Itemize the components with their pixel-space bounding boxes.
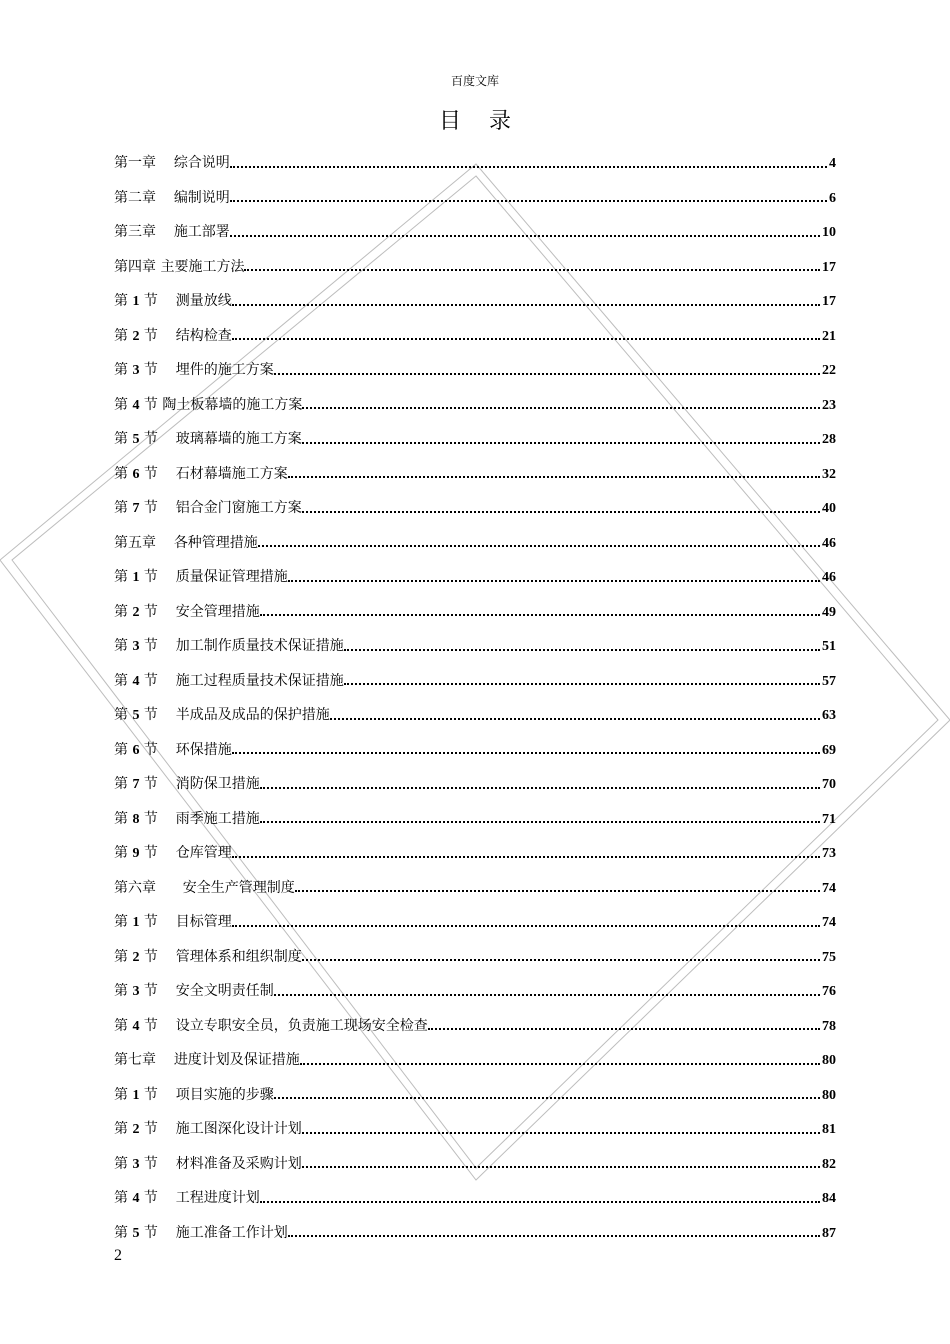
toc-entry-page: 74 [822, 880, 836, 896]
toc-entry-page: 21 [822, 328, 836, 344]
dot-leader [260, 820, 820, 823]
toc-entry-page: 70 [822, 777, 836, 792]
toc-entry[interactable] [114, 560, 836, 595]
dot-leader [230, 199, 827, 202]
toc-entry[interactable] [114, 698, 836, 733]
toc-entry-title: 雨季施工措施 [175, 810, 260, 827]
toc-entry-title: 消防保卫措施 [175, 776, 260, 792]
dot-leader [302, 510, 820, 513]
dot-leader [288, 579, 820, 582]
dot-leader [330, 717, 820, 720]
toc-entry-title: 环保措施 [175, 741, 232, 758]
toc-entry-number: 第 4 节 [114, 1190, 158, 1206]
toc-entry-number: 第 3 节 [114, 1155, 158, 1172]
dot-leader [302, 1165, 820, 1168]
toc-entry-page: 46 [822, 570, 836, 585]
toc-entry-page: 49 [822, 604, 836, 620]
toc-entry-title: 施工图深化设计计划 [175, 1121, 302, 1137]
toc-entry-title: 玻璃幕墙的施工方案 [175, 431, 302, 447]
toc-entry-number: 第 2 节 [114, 603, 158, 620]
toc-entry-number: 第 6 节 [114, 465, 158, 482]
toc-entry-number: 第 5 节 [114, 431, 158, 447]
toc-entry-page: 73 [822, 846, 836, 861]
toc-entry-title: 陶土板幕墙的施工方案 [162, 396, 303, 413]
toc-entry-title: 加工制作质量技术保证措施 [175, 638, 344, 654]
dot-leader [302, 1131, 820, 1134]
toc-entry[interactable] [114, 1078, 836, 1113]
dot-leader [260, 786, 820, 789]
toc-entry-page: 57 [822, 673, 836, 689]
toc-entry[interactable] [114, 146, 836, 181]
dot-leader [344, 648, 820, 651]
toc-entry[interactable] [114, 1216, 836, 1251]
toc-entry-page: 82 [822, 1156, 836, 1172]
dot-leader [274, 993, 820, 996]
toc-entry-number: 第 8 节 [114, 810, 158, 827]
toc-entry[interactable] [114, 1043, 836, 1078]
toc-entry[interactable] [114, 422, 836, 457]
toc-entry-title: 石材幕墙施工方案 [175, 465, 288, 482]
toc-entry-page: 78 [822, 1018, 836, 1034]
toc-entry[interactable] [114, 974, 836, 1009]
toc-entry-number: 第 7 节 [114, 500, 158, 516]
toc-entry[interactable] [114, 836, 836, 871]
toc-entry[interactable] [114, 181, 836, 216]
toc-entry-page: 84 [822, 1191, 836, 1206]
toc-entry-title: 施工部署 [173, 224, 230, 240]
toc-entry-page: 69 [822, 742, 836, 758]
toc-entry-number: 第 3 节 [114, 983, 158, 999]
toc-entry-number: 第五章 [114, 534, 156, 551]
toc-entry[interactable] [114, 491, 836, 526]
dot-leader [244, 268, 820, 271]
toc-entry[interactable] [114, 284, 836, 319]
toc-entry-page: 28 [822, 432, 836, 447]
toc-entry-page: 17 [822, 294, 836, 309]
toc-entry-page: 80 [822, 1053, 836, 1068]
toc-entry[interactable] [114, 802, 836, 837]
toc-entry-number: 第 5 节 [114, 707, 158, 723]
dot-leader [232, 924, 820, 927]
toc-entry-number: 第 3 节 [114, 362, 158, 378]
toc-entry-page: 63 [822, 708, 836, 723]
toc-entry-number: 第 3 节 [114, 638, 158, 654]
dot-leader [232, 855, 820, 858]
toc-entry-title: 半成品及成品的保护措施 [175, 707, 330, 723]
toc-entry[interactable] [114, 526, 836, 561]
toc-entry-number: 第 2 节 [114, 327, 158, 344]
toc-entry[interactable] [114, 250, 836, 285]
toc-entry[interactable] [114, 1112, 836, 1147]
toc-entry-title: 主要施工方法 [160, 258, 245, 275]
toc-entry[interactable] [114, 664, 836, 699]
toc-entry-number: 第 1 节 [114, 293, 158, 309]
toc-entry-number: 第二章 [114, 189, 156, 206]
toc-entry[interactable] [114, 767, 836, 802]
dot-leader [232, 751, 820, 754]
dot-leader [302, 441, 820, 444]
toc-entry[interactable] [114, 733, 836, 768]
toc-entry-title: 仓库管理 [175, 845, 232, 861]
dot-leader [288, 1234, 820, 1237]
toc-entry-page: 74 [822, 915, 836, 930]
toc-entry-page: 4 [829, 156, 836, 171]
toc-entry[interactable] [114, 629, 836, 664]
toc-entry-number: 第 2 节 [114, 948, 158, 965]
toc-entry-page: 40 [822, 501, 836, 516]
page-number: 2 [114, 1247, 122, 1264]
dot-leader [260, 1200, 820, 1203]
toc-entry[interactable] [114, 871, 836, 906]
toc-entry-page: 32 [822, 466, 836, 482]
toc-entry-number: 第 9 节 [114, 845, 158, 861]
toc-entry-number: 第一章 [114, 155, 156, 171]
dot-leader [288, 475, 820, 478]
dot-leader [300, 1062, 820, 1065]
toc-entry-page: 81 [822, 1122, 836, 1137]
dot-leader [230, 234, 820, 237]
toc-entry-number: 第 1 节 [114, 1086, 158, 1103]
toc-entry-number: 第 5 节 [114, 1224, 158, 1241]
toc-entry-title: 质量保证管理措施 [175, 569, 288, 585]
toc-entry-number: 第 1 节 [114, 569, 158, 585]
toc-entry-number: 第 6 节 [114, 741, 158, 758]
toc-entry-title: 材料准备及采购计划 [175, 1155, 302, 1172]
dot-leader [274, 372, 820, 375]
toc-entry[interactable] [114, 215, 836, 250]
toc-entry[interactable] [114, 388, 836, 423]
toc-entry-page: 17 [822, 259, 836, 275]
toc-entry-number: 第 4 节 [114, 672, 158, 689]
toc-entry-title: 项目实施的步骤 [175, 1086, 274, 1103]
toc-entry-page: 76 [822, 984, 836, 999]
toc-entry-title: 安全文明责任制 [175, 983, 274, 999]
toc-entry-title: 综合说明 [173, 155, 230, 171]
toc-entry-title: 工程进度计划 [175, 1190, 260, 1206]
toc-entry[interactable] [114, 353, 836, 388]
toc-entry-title: 铝合金门窗施工方案 [175, 500, 302, 516]
page-header: 百度文库 [450, 74, 499, 88]
dot-leader [230, 165, 827, 168]
toc-entry[interactable] [114, 1181, 836, 1216]
toc-entry-title: 目标管理 [175, 914, 232, 930]
toc-title: 目录 [438, 109, 539, 134]
toc-entry-title: 管理体系和组织制度 [175, 948, 302, 965]
dot-leader [428, 1027, 820, 1030]
toc-entry-title: 埋件的施工方案 [175, 362, 274, 378]
toc-entry-title: 安全生产管理制度 [182, 879, 295, 896]
toc-entry-title: 编制说明 [173, 189, 230, 206]
dot-leader [232, 337, 820, 340]
toc-entry-title: 设立专职安全员，负责施工现场安全检查 [175, 1017, 428, 1034]
toc-entry[interactable] [114, 595, 836, 630]
toc-entry-page: 22 [822, 363, 836, 378]
dot-leader [295, 889, 820, 892]
toc-entry-number: 第 7 节 [114, 776, 158, 792]
toc-entry-title: 结构检查 [175, 327, 232, 344]
toc-entry[interactable] [114, 319, 836, 354]
toc-entry-number: 第 4 节 [114, 396, 158, 413]
toc-entry-page: 46 [822, 535, 836, 551]
toc-entry-page: 23 [822, 397, 836, 413]
toc-entry-number: 第六章 [114, 879, 156, 896]
dot-leader [258, 544, 820, 547]
toc-entry-page: 6 [829, 190, 836, 206]
toc-entry[interactable] [114, 1009, 836, 1044]
toc-entry-number: 第 4 节 [114, 1017, 158, 1034]
toc-entry-page: 10 [822, 225, 836, 240]
toc-entry[interactable] [114, 1147, 836, 1182]
toc-entry-number: 第 2 节 [114, 1121, 158, 1137]
toc-entry-page: 71 [822, 811, 836, 827]
toc-entry-number: 第三章 [114, 224, 156, 240]
dot-leader [302, 406, 820, 409]
toc-entry-title: 施工准备工作计划 [175, 1224, 288, 1241]
dot-leader [344, 682, 820, 685]
dot-leader [260, 613, 820, 616]
toc-entry-page: 75 [822, 949, 836, 965]
toc-entry-title: 测量放线 [175, 293, 232, 309]
toc-entry-page: 51 [822, 639, 836, 654]
toc-entry-number: 第四章 [114, 258, 156, 275]
toc-entry-number: 第 1 节 [114, 914, 158, 930]
toc-entry-title: 安全管理措施 [175, 603, 260, 620]
toc-entry[interactable] [114, 905, 836, 940]
dot-leader [274, 1096, 820, 1099]
toc-entry-page: 80 [822, 1087, 836, 1103]
dot-leader [302, 958, 820, 961]
toc-entry[interactable] [114, 457, 836, 492]
toc-entry-number: 第七章 [114, 1052, 156, 1068]
dot-leader [232, 303, 820, 306]
toc-entry-title: 各种管理措施 [173, 534, 258, 551]
toc-entry-page: 87 [822, 1225, 836, 1241]
table-of-contents [114, 146, 836, 1250]
toc-entry-title: 进度计划及保证措施 [173, 1052, 300, 1068]
toc-entry[interactable] [114, 940, 836, 975]
toc-entry-title: 施工过程质量技术保证措施 [175, 672, 344, 689]
